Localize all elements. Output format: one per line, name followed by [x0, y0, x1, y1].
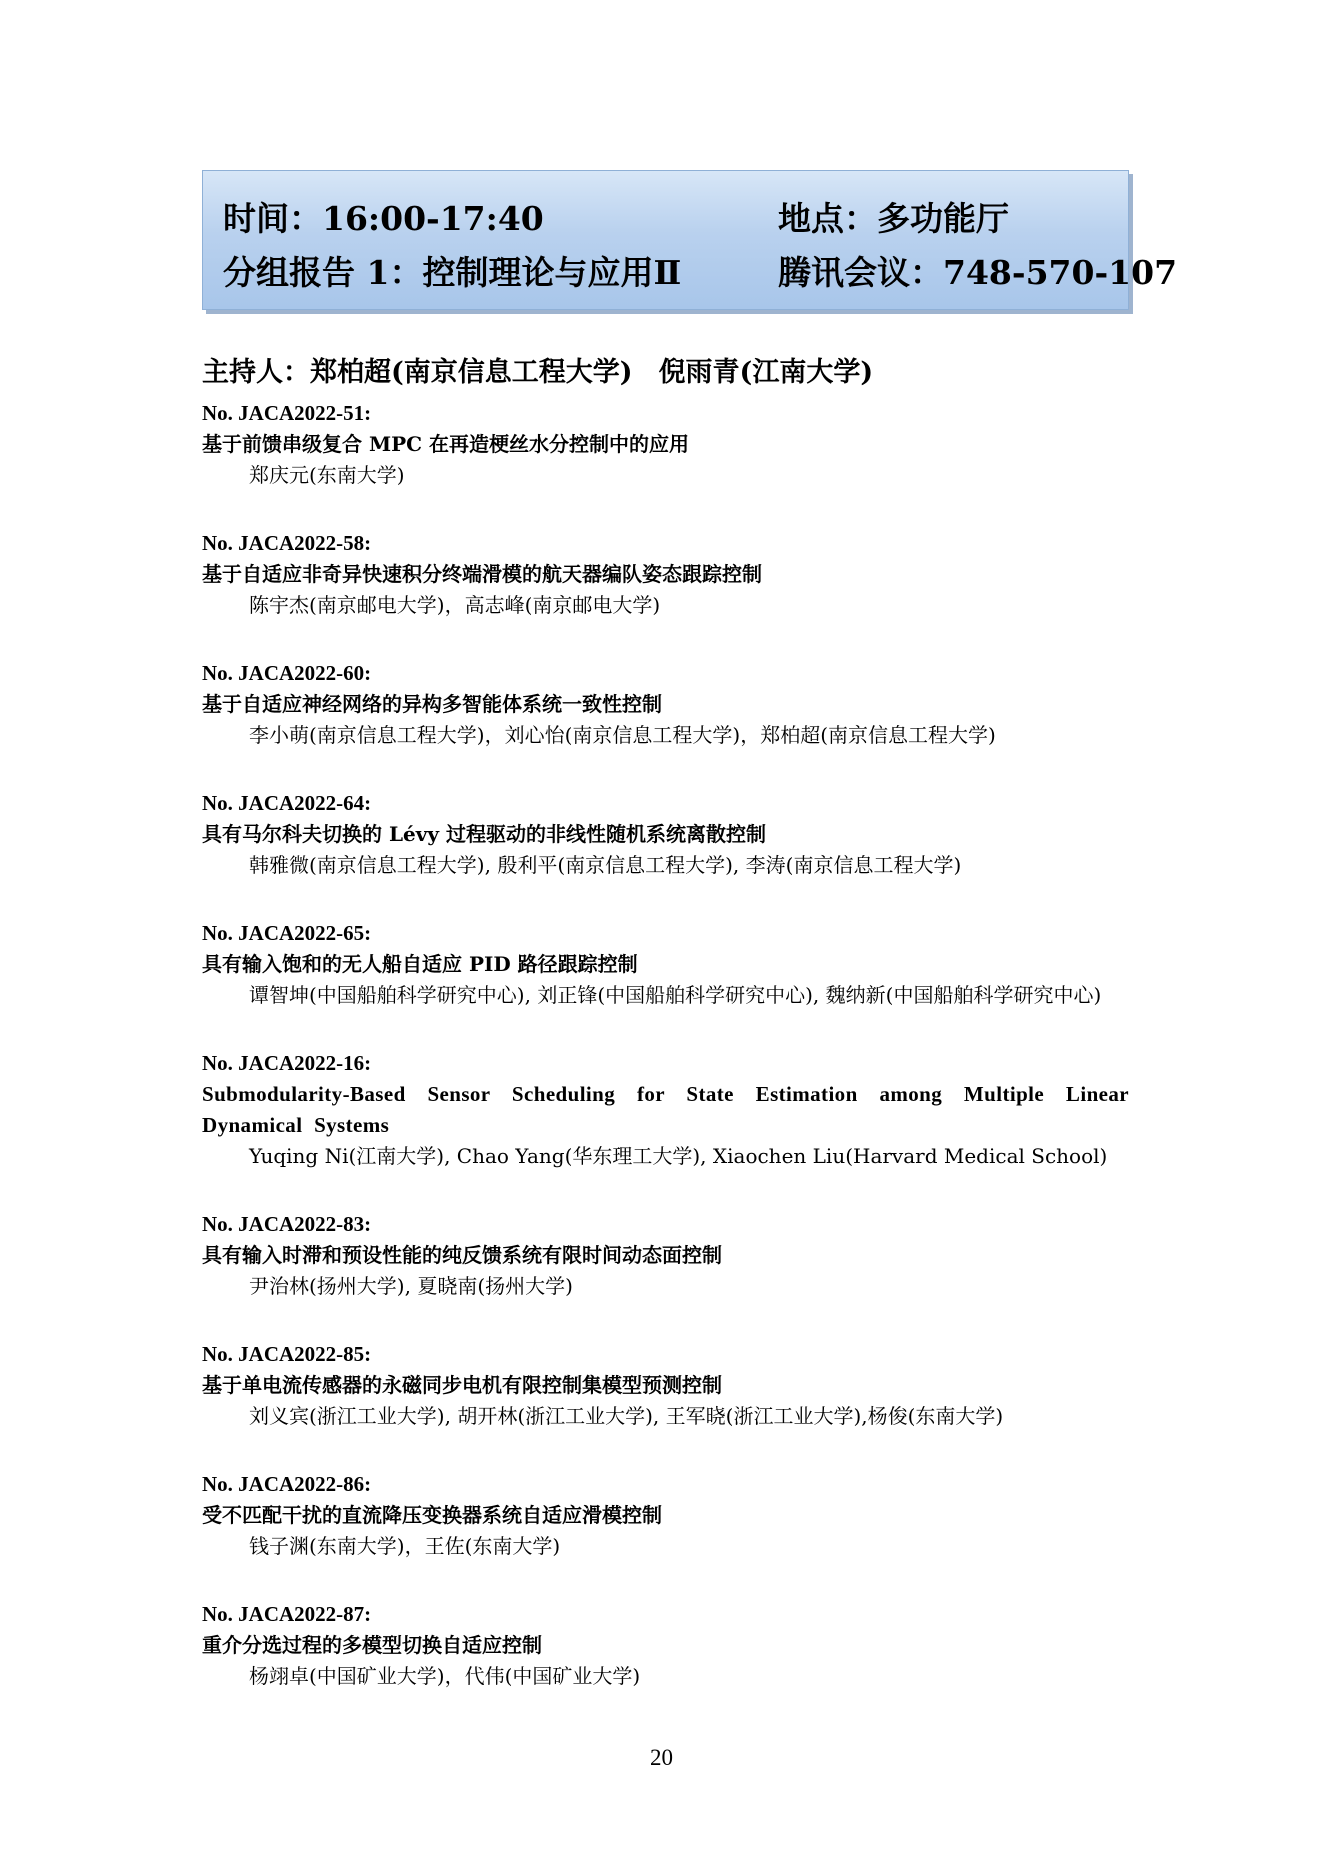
- paper-id: No. JACA2022-65:: [202, 921, 372, 945]
- paper-entry: [202, 918, 1129, 1011]
- paper-id: No. JACA2022-83:: [202, 1212, 372, 1236]
- paper-id: No. JACA2022-60:: [202, 661, 372, 685]
- host-label: 主持人：: [202, 357, 310, 388]
- paper-id: No. JACA2022-51:: [202, 401, 372, 425]
- paper-id: No. JACA2022-16:: [202, 1051, 372, 1075]
- session-hosts: [202, 350, 873, 389]
- paper-authors: 尹治林(扬州大学), 夏晓南(扬州大学): [249, 1274, 573, 1298]
- paper-entry: [202, 788, 1129, 881]
- paper-title: 基于自适应神经网络的异构多智能体系统一致性控制: [202, 692, 662, 716]
- paper-title: 重介分选过程的多模型切换自适应控制: [202, 1633, 542, 1657]
- paper-entry: [202, 1599, 1129, 1692]
- paper-authors: 韩雅微(南京信息工程大学), 殷利平(南京信息工程大学), 李涛(南京信息工程大学): [249, 853, 962, 877]
- paper-title: 受不匹配干扰的直流降压变换器系统自适应滑模控制: [202, 1503, 662, 1527]
- host-2: 倪雨青(江南大学): [658, 357, 874, 388]
- paper-title: 具有马尔科夫切换的 Lévy 过程驱动的非线性随机系统离散控制: [202, 822, 766, 846]
- paper-title: 具有输入饱和的无人船自适应 PID 路径跟踪控制: [202, 952, 638, 976]
- paper-entry: [202, 658, 1129, 751]
- paper-authors: 郑庆元(东南大学): [249, 463, 405, 487]
- paper-entry: [202, 1209, 1129, 1302]
- session-location: 地点：多功能厅: [778, 199, 1009, 238]
- host-1: 郑柏超(南京信息工程大学): [310, 357, 633, 388]
- paper-entry: [202, 398, 1129, 491]
- page-number: 20: [650, 1745, 673, 1770]
- paper-authors: 谭智坤(中国船舶科学研究中心), 刘正锋(中国船舶科学研究中心), 魏纳新(中国船舶科学研究中心): [249, 983, 1102, 1007]
- paper-authors: 杨翊卓(中国矿业大学)，代伟(中国矿业大学): [249, 1664, 641, 1688]
- paper-title: 基于自适应非奇异快速积分终端滑模的航天器编队姿态跟踪控制: [202, 562, 762, 586]
- paper-authors: 陈宇杰(南京邮电大学)，高志峰(南京邮电大学): [249, 593, 661, 617]
- session-time: 时间：16:00-17:40: [223, 199, 544, 238]
- paper-id: No. JACA2022-64:: [202, 791, 372, 815]
- paper-entry: [202, 1339, 1129, 1432]
- paper-authors: 李小萌(南京信息工程大学)，刘心怡(南京信息工程大学)，郑柏超(南京信息工程大学): [249, 723, 996, 747]
- session-title: 分组报告 1：控制理论与应用Ⅱ: [223, 253, 682, 292]
- paper-authors: 钱子渊(东南大学)，王佐(东南大学): [249, 1534, 561, 1558]
- paper-id: No. JACA2022-85:: [202, 1342, 372, 1366]
- session-header-box: [202, 170, 1178, 310]
- paper-authors: 刘义宾(浙江工业大学), 胡开林(浙江工业大学), 王军晓(浙江工业大学),杨俊(东南大学): [249, 1404, 1004, 1428]
- paper-authors: Yuqing Ni(江南大学), Chao Yang(华东理工大学), Xiaochen Liu(Harvard Medical School): [249, 1144, 1108, 1168]
- paper-entry: [202, 1048, 1129, 1172]
- paper-entry: [202, 528, 1129, 621]
- paper-id: No. JACA2022-86:: [202, 1472, 372, 1496]
- paper-title: 基于单电流传感器的永磁同步电机有限控制集模型预测控制: [202, 1373, 722, 1397]
- paper-title: Submodularity-Based Sensor Scheduling for State Estimation among Multiple Linear Dynamical Systems: [202, 1082, 1129, 1137]
- paper-entry: [202, 1469, 1129, 1562]
- paper-title: 具有输入时滞和预设性能的纯反馈系统有限时间动态面控制: [202, 1243, 722, 1267]
- paper-id: No. JACA2022-87:: [202, 1602, 372, 1626]
- paper-list: [202, 398, 1129, 1729]
- paper-title: 基于前馈串级复合 MPC 在再造梗丝水分控制中的应用: [202, 432, 690, 456]
- paper-id: No. JACA2022-58:: [202, 531, 372, 555]
- meeting-id: 腾讯会议：748-570-107: [778, 253, 1178, 292]
